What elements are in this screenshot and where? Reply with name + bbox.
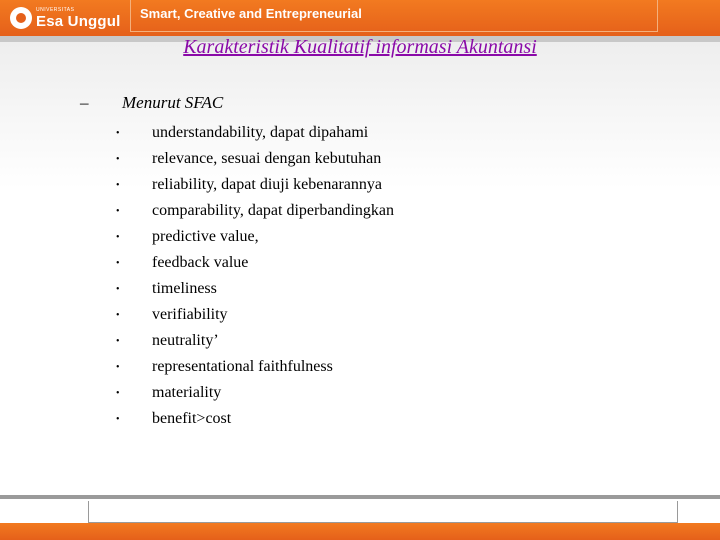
logo-mark-icon — [10, 7, 32, 29]
list-item-text: benefit>cost — [152, 410, 232, 427]
list-item-text: comparability, dapat diperbandingkan — [152, 202, 394, 219]
bullet-icon: • — [116, 127, 120, 139]
bullet-icon: • — [116, 179, 120, 191]
bullet-icon: • — [116, 205, 120, 217]
logo-small-text: UNIVERSITAS — [36, 6, 75, 13]
bullet-icon: • — [116, 257, 120, 269]
logo-text — [36, 8, 121, 29]
list-item — [110, 276, 394, 302]
bullet-icon: • — [116, 153, 120, 165]
footer-divider — [0, 495, 720, 499]
list-item-text: reliability, dapat diuji kebenarannya — [152, 176, 382, 193]
list-heading: Menurut SFAC — [122, 93, 224, 112]
tagline: Smart, Creative and Entrepreneurial — [140, 6, 362, 21]
list-item — [110, 250, 394, 276]
level1-dash: – — [80, 93, 89, 112]
list-item — [110, 302, 394, 328]
bullet-icon: • — [116, 335, 120, 347]
list-item-text: understandability, dapat dipahami — [152, 124, 369, 141]
logo-name: Esa Unggul — [36, 12, 121, 30]
list-item-text: neutrality’ — [152, 332, 219, 349]
bullet-icon: • — [116, 283, 120, 295]
list-item — [110, 198, 394, 224]
footer-frame — [88, 501, 678, 523]
header-bar — [0, 0, 720, 36]
list-item-text: feedback value — [152, 254, 249, 271]
footer-bar — [0, 523, 720, 540]
characteristics-list — [110, 120, 394, 432]
list-item-text: timeliness — [152, 280, 217, 297]
list-item — [110, 380, 394, 406]
list-item-text: verifiability — [152, 306, 228, 323]
bullet-icon: • — [116, 387, 120, 399]
list-item-text: materiality — [152, 384, 222, 401]
university-logo — [10, 5, 122, 31]
bullet-icon: • — [116, 231, 120, 243]
bullet-icon: • — [116, 309, 120, 321]
list-item-text: relevance, sesuai dengan kebutuhan — [152, 150, 382, 167]
list-item — [110, 354, 394, 380]
list-item — [110, 328, 394, 354]
bullet-icon: • — [116, 413, 120, 425]
list-item — [110, 172, 394, 198]
list-item — [110, 120, 394, 146]
list-item — [110, 224, 394, 250]
bullet-icon: • — [116, 361, 120, 373]
list-item — [110, 146, 394, 172]
list-item-text: representational faithfulness — [152, 358, 333, 375]
slide-title: Karakteristik Kualitatif informasi Akuntansi — [183, 36, 537, 58]
list-item-text: predictive value, — [152, 228, 259, 245]
list-item — [110, 406, 394, 432]
